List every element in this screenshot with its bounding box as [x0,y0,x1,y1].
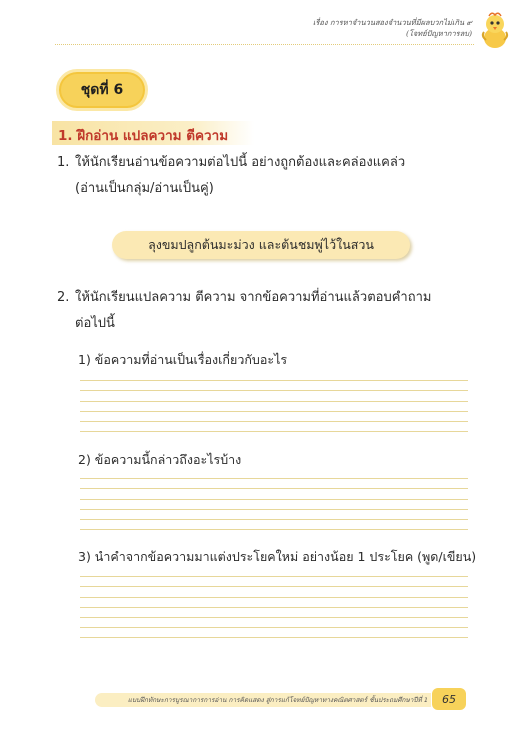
question-2-number: 2. [57,290,70,305]
header-topic-line1: เรื่อง การหาจำนวนสองจำนวนที่มีผลบวกไม่เกิน ๙ [312,18,472,27]
page-number: 65 [432,688,466,710]
reading-passage: ลุงขมปลูกต้นมะม่วง และต้นชมพู่ไว้ในสวน [112,231,410,259]
question-1 [57,150,405,202]
header-topic-line2: (โจทย์ปัญหาการลบ) [405,29,472,38]
section-title: 1. ฝึกอ่าน แปลความ ตีความ [58,128,229,144]
answer-lines-1[interactable] [80,371,468,432]
question-2 [57,285,431,337]
question-1-text: ให้นักเรียนอ่านข้อความต่อไปนี้ อย่างถูกต้องและคล่องแคล่ว [75,155,406,170]
cartoon-chick-mascot-icon [478,10,512,50]
answer-lines-2[interactable] [80,469,468,530]
sub-question-1: 1) ข้อความที่อ่านเป็นเรื่องเกี่ยวกับอะไร [78,352,288,367]
header-topic [172,17,472,39]
sub-question-2: 2) ข้อความนี้กล่าวถึงอะไรบ้าง [78,452,242,467]
sub-question-3: 3) นำคำจากข้อความมาแต่งประโยคใหม่ อย่างน้อย 1 ประโยค (พูด/เขียน) [78,549,477,564]
set-badge: ชุดที่ 6 [56,69,148,111]
question-2-text: ให้นักเรียนแปลความ ตีความ จากข้อความที่อ่านแล้วตอบคำถาม [75,290,432,305]
question-1-number: 1. [57,155,70,170]
question-1-text-cont: (อ่านเป็นกลุ่ม/อ่านเป็นคู่) [75,181,214,196]
footer-text: แบบฝึกทักษะการบูรณาการการอ่าน การคิดแสดง สู่การแก้โจทย์ปัญหาทางคณิตศาสตร์ ชั้นประถมศึกษาปีที่ 1 [127,696,428,704]
header-divider [55,44,474,45]
question-2-text-cont: ต่อไปนี้ [75,316,115,331]
answer-lines-3[interactable] [80,567,468,638]
